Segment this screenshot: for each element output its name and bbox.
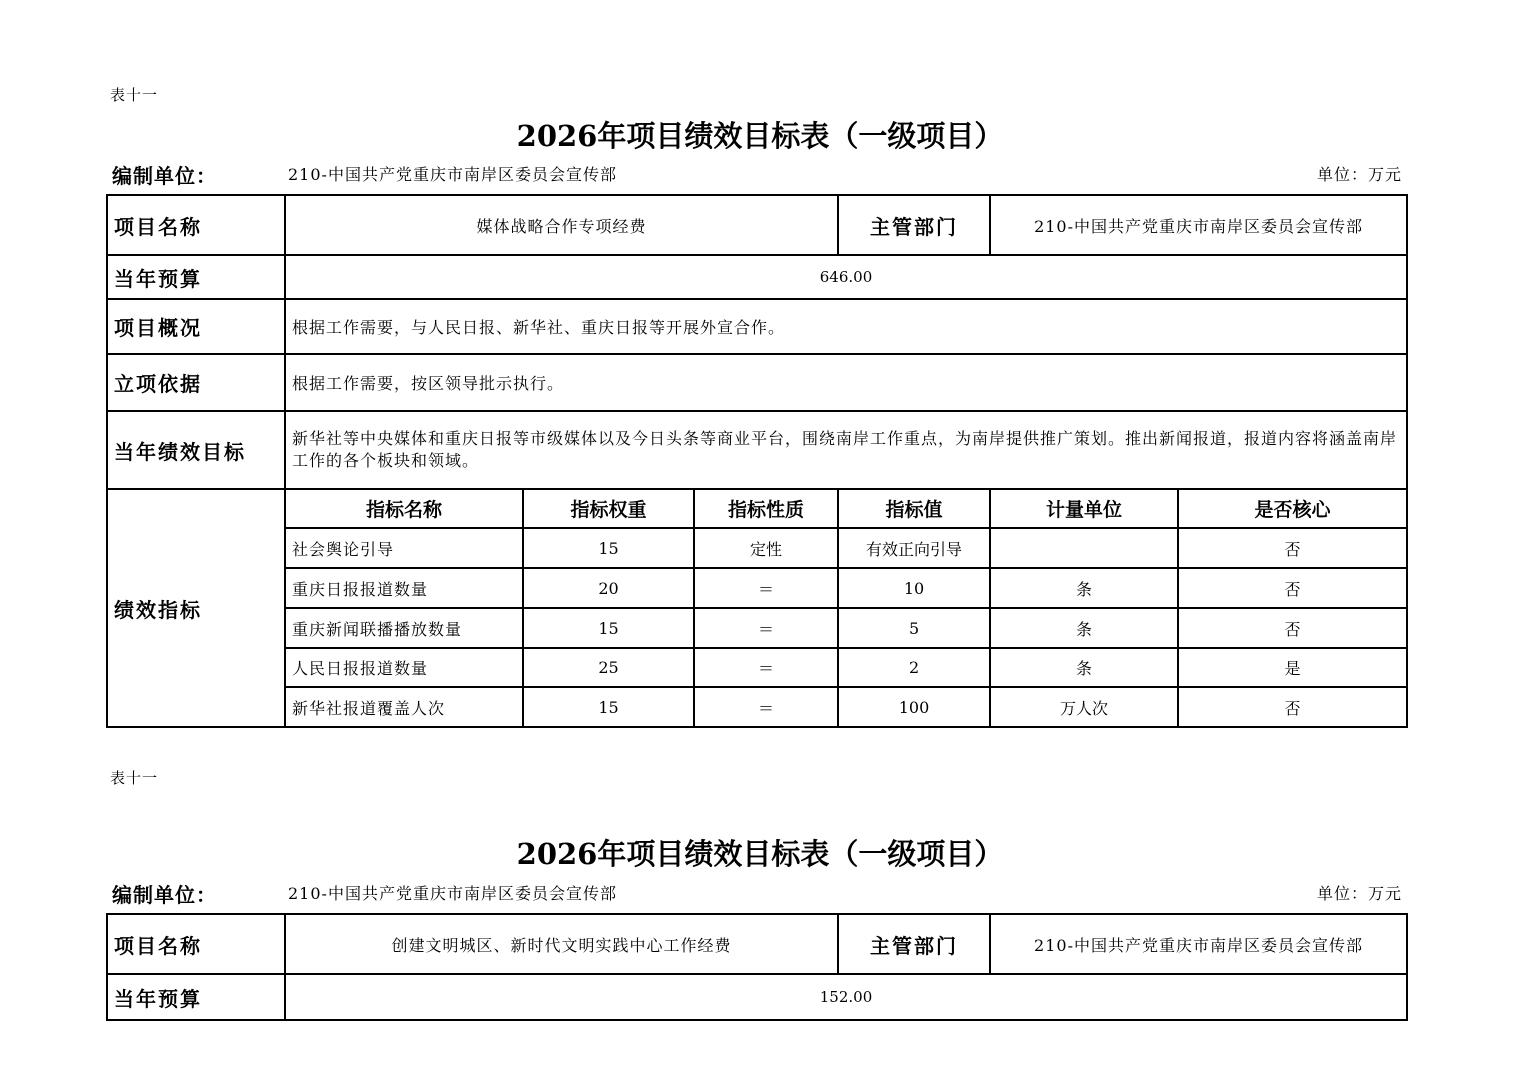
indicator-unit: 条 [990,568,1178,608]
indicator-unit: 条 [990,608,1178,648]
table-row [107,648,1407,687]
indicator-unit [990,528,1178,568]
page-title: 2026年项目绩效目标表（一级项目） [516,119,1004,153]
page-title: 2026年项目绩效目标表（一级项目） [516,837,1004,871]
org-label: 编制单位： [112,883,217,907]
indicator-nature: 定性 [694,528,838,568]
indicator-weight: 15 [523,608,694,648]
dept-value: 210-中国共产党重庆市南岸区委员会宣传部 [990,914,1407,974]
goal-label: 当年绩效目标 [107,411,285,489]
overview-label: 项目概况 [107,299,285,354]
table-row [107,608,1407,648]
project-name-value: 创建文明城区、新时代文明实践中心工作经费 [285,914,838,974]
basis-label: 立项依据 [107,354,285,411]
table-row [107,528,1407,568]
indicator-value: 5 [838,608,990,648]
budget-label: 当年预算 [107,974,285,1020]
indicator-weight: 25 [523,648,694,687]
basis-value: 根据工作需要，按区领导批示执行。 [285,354,1407,411]
indicator-value: 100 [838,687,990,727]
header-indicator-nature: 指标性质 [694,489,838,528]
dept-label: 主管部门 [838,195,990,255]
project-name-label: 项目名称 [107,195,285,255]
indicators-label: 绩效指标 [107,489,285,727]
indicator-unit: 万人次 [990,687,1178,727]
unit-label: 单位：万元 [1316,884,1402,903]
indicator-core: 否 [1178,687,1407,727]
indicator-value: 2 [838,648,990,687]
org-value: 210-中国共产党重庆市南岸区委员会宣传部 [288,165,617,184]
project-name-label: 项目名称 [107,914,285,974]
budget-value: 152.00 [285,974,1407,1020]
dept-label: 主管部门 [838,914,990,974]
indicator-nature: ＝ [694,687,838,727]
indicator-weight: 15 [523,528,694,568]
indicator-unit: 条 [990,648,1178,687]
indicator-nature: ＝ [694,608,838,648]
table-row [107,687,1407,727]
performance-table-2 [106,913,1408,1021]
indicator-weight: 15 [523,687,694,727]
table-number: 表十一 [110,86,159,104]
header-is-core: 是否核心 [1178,489,1407,528]
table-row [107,568,1407,608]
indicator-core: 否 [1178,528,1407,568]
indicator-name: 重庆日报报道数量 [285,568,523,608]
header-indicator-name: 指标名称 [285,489,523,528]
indicator-name: 社会舆论引导 [285,528,523,568]
budget-label: 当年预算 [107,255,285,299]
org-label: 编制单位： [112,164,217,188]
indicator-weight: 20 [523,568,694,608]
unit-label: 单位：万元 [1316,165,1402,184]
header-indicator-value: 指标值 [838,489,990,528]
indicator-value: 有效正向引导 [838,528,990,568]
indicator-core: 否 [1178,608,1407,648]
goal-value: 新华社等中央媒体和重庆日报等市级媒体以及今日头条等商业平台，围绕南岸工作重点，为南岸提供推广策划。推出新闻报道，报道内容将涵盖南岸工作的各个板块和领域。 [285,411,1407,489]
header-indicator-weight: 指标权重 [523,489,694,528]
indicator-name: 人民日报报道数量 [285,648,523,687]
project-name-value: 媒体战略合作专项经费 [285,195,838,255]
header-unit: 计量单位 [990,489,1178,528]
performance-table-1 [106,194,1408,728]
indicator-core: 是 [1178,648,1407,687]
indicator-value: 10 [838,568,990,608]
overview-value: 根据工作需要，与人民日报、新华社、重庆日报等开展外宣合作。 [285,299,1407,354]
dept-value: 210-中国共产党重庆市南岸区委员会宣传部 [990,195,1407,255]
indicator-nature: ＝ [694,648,838,687]
indicator-nature: ＝ [694,568,838,608]
org-value: 210-中国共产党重庆市南岸区委员会宣传部 [288,884,617,903]
indicator-name: 新华社报道覆盖人次 [285,687,523,727]
indicator-name: 重庆新闻联播播放数量 [285,608,523,648]
table-number: 表十一 [110,769,159,787]
budget-value: 646.00 [285,255,1407,299]
indicator-core: 否 [1178,568,1407,608]
